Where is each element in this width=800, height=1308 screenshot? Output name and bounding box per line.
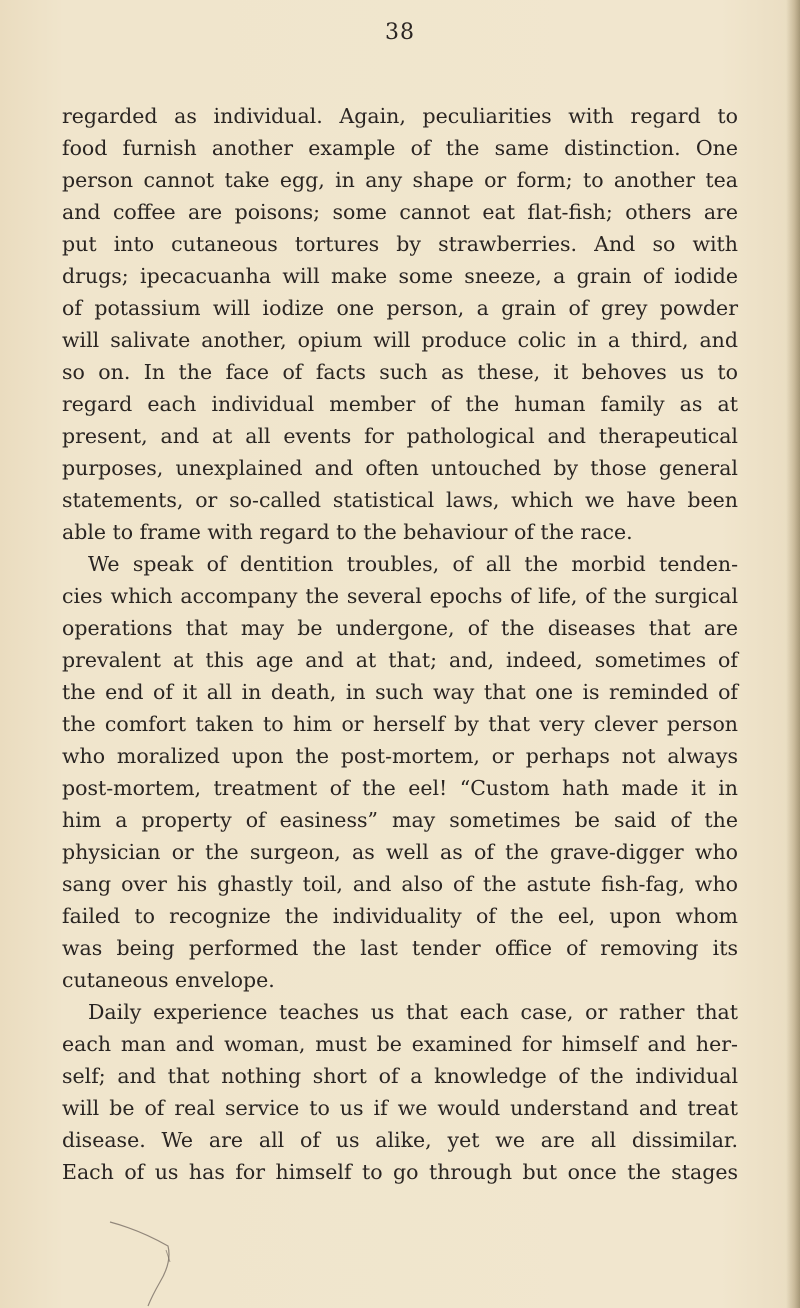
text-line: regard each individual member of the human family as at [62,392,738,416]
text-line: drugs; ipecacuanha will make some sneeze, a grain of iodide [62,264,738,288]
body-text [62,100,738,1188]
text-line: post-mortem, treatment of the eel! “Custom hath made it in [62,776,738,800]
text-line: the comfort taken to him or herself by that very clever person [62,712,738,736]
text-line: Daily experience teaches us that each case, or rather that [88,1000,738,1024]
text-line: self; and that nothing short of a knowledge of the individual [62,1064,738,1088]
text-line: cies which accompany the several epochs of life, of the surgical [62,584,738,608]
text-line: who moralized upon the post-mortem, or perhaps not always [62,744,738,768]
page-edge-shadow [786,0,800,1308]
text-line: operations that may be undergone, of the diseases that are [62,616,738,640]
text-line: statements, or so-called statistical laws, which we have been [62,488,738,512]
text-line: sang over his ghastly toil, and also of the astute fish-fag, who [62,872,738,896]
text-line: person cannot take egg, in any shape or form; to another tea [62,168,738,192]
text-line: Each of us has for himself to go through but once the stages [62,1160,738,1184]
text-line: so on. In the face of facts such as these, it behoves us to [62,360,738,384]
text-line: of potassium will iodize one person, a grain of grey powder [62,296,738,320]
text-line: and coffee are poisons; some cannot eat flat-fish; others are [62,200,738,224]
text-line: food furnish another example of the same distinction. One [62,136,738,160]
text-line: regarded as individual. Again, peculiarities with regard to [62,104,738,128]
text-line: cutaneous envelope. [62,968,275,992]
text-line: will be of real service to us if we would understand and treat [62,1096,738,1120]
text-line: able to frame with regard to the behaviour of the race. [62,520,633,544]
text-line: physician or the surgeon, as well as of the grave-digger who [62,840,738,864]
page-number: 38 [385,20,415,45]
text-line: put into cutaneous tortures by strawberries. And so with [62,232,738,256]
text-line: present, and at all events for pathological and therapeutical [62,424,738,448]
text-line: was being performed the last tender office of removing its [62,936,738,960]
text-line: disease. We are all of us alike, yet we are all dissimilar. [62,1128,738,1152]
text-line: prevalent at this age and at that; and, indeed, sometimes of [62,648,738,672]
text-line: purposes, unexplained and often untouched by those general [62,456,738,480]
text-line: the end of it all in death, in such way that one is reminded of [62,680,738,704]
text-line: We speak of dentition troubles, of all the morbid tenden- [88,552,738,576]
text-line: each man and woman, must be examined for himself and her- [62,1032,738,1056]
text-line: him a property of easiness” may sometimes be said of the [62,808,738,832]
text-line: failed to recognize the individuality of the eel, upon whom [62,904,738,928]
text-line: will salivate another, opium will produce colic in a third, and [62,328,738,352]
